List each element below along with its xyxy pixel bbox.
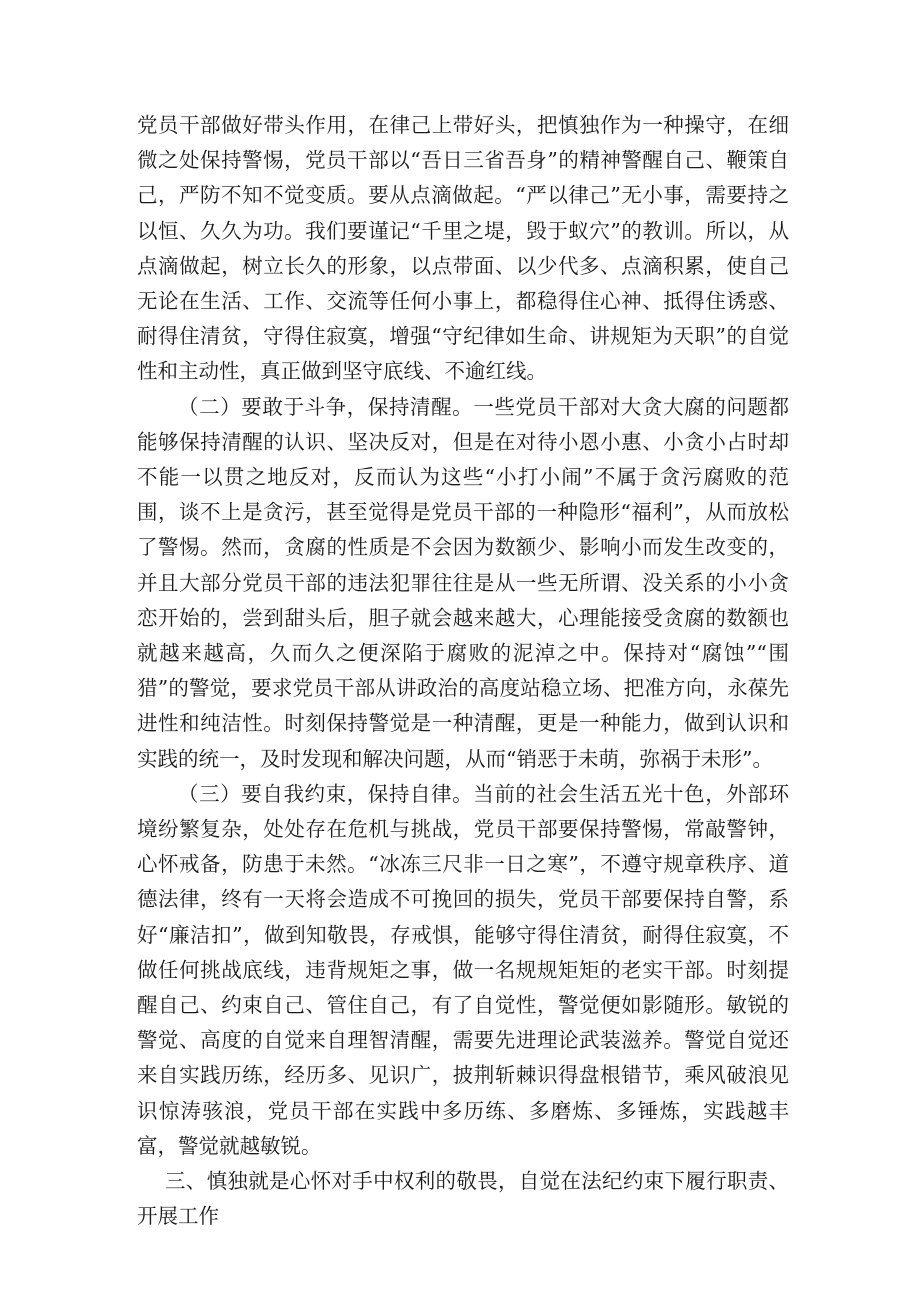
paragraph-continuation: 党员干部做好带头作用，在律己上带好头，把慎独作为一种操守，在细微之处保持警惕，党员干部以“吾日三省吾身”的精神警醒自己、鞭策自己，严防不知不觉变质。要从点滴做起。“严以律己”无小事，需要持之以恒、久久为功。我们要谨记“千里之堤，毁于蚁穴”的教训。所以，从点滴做起，树立长久的形象，以点带面、以少代多、点滴积累，使自己无论在生活、工作、交流等任何小事上，都稳得住心神、抵得住诱惑、耐得住清贫，守得住寂寞，增强“守纪律如生命、讲规矩为天职”的自觉性和主动性，真正做到坚守底线、不逾红线。 (137, 113, 789, 384)
document-body (137, 108, 789, 1235)
paragraph-struggle: （二）要敢于斗争，保持清醒。一些党员干部对大贪大腐的问题都能够保持清醒的认识、坚决反对，但是在对待小恩小惠、小贪小占时却不能一以贯之地反对，反而认为这些“小打小闹”不属于贪污腐败的范围，谈不上是贪污，甚至觉得是党员干部的一种隐形“福利”，从而放松了警惕。然而，贪腐的性质是不会因为数额少、影响小而发生改变的，并且大部分党员干部的违法犯罪往往是从一些无所谓、没关系的小小贪恋开始的，尝到甜头后，胆子就会越来越大，心理能接受贪腐的数额也就越来越高，久而久之便深陷于腐败的泥淖之中。保持对“腐蚀”“围猎”的警觉，要求党员干部从讲政治的高度站稳立场、把准方向，永葆先进性和纯洁性。时刻保持警觉是一种清醒，更是一种能力，做到认识和实践的统一，及时发现和解决问题，从而“销恶于未萌，弥祸于未形”。 (137, 394, 789, 771)
paragraph-self-discipline: （三）要自我约束，保持自律。当前的社会生活五光十色，外部环境纷繁复杂，处处存在危机与挑战，党员干部要保持警惕，常敲警钟，心怀戒备，防患于未然。“冰冻三尺非一日之寒”，不遵守规章秩序、道德法律，终有一天将会造成不可挽回的损失，党员干部要保持自警，系好“廉洁扣”，做到知敬畏，存戒惧，能够守得住清贫，耐得住寂寞，不做任何挑战底线，违背规矩之事，做一名规规矩矩的老实干部。时刻提醒自己、约束自己、管住自己，有了自觉性，警觉便如影随形。敏锐的警觉、高度的自觉来自理智清醒，需要先进理论武装滋养。警觉自觉还来自实践历练，经历多、见识广，披荆斩棘识得盘根错节，乘风破浪见识惊涛骇浪，党员干部在实践中多历练、多磨炼、多锤炼，实践越丰富，警觉就越敏锐。 (137, 781, 789, 1158)
section-heading-three: 三、慎独就是心怀对手中权利的敬畏，自觉在法纪约束下履行职责、开展工作 (137, 1169, 789, 1229)
